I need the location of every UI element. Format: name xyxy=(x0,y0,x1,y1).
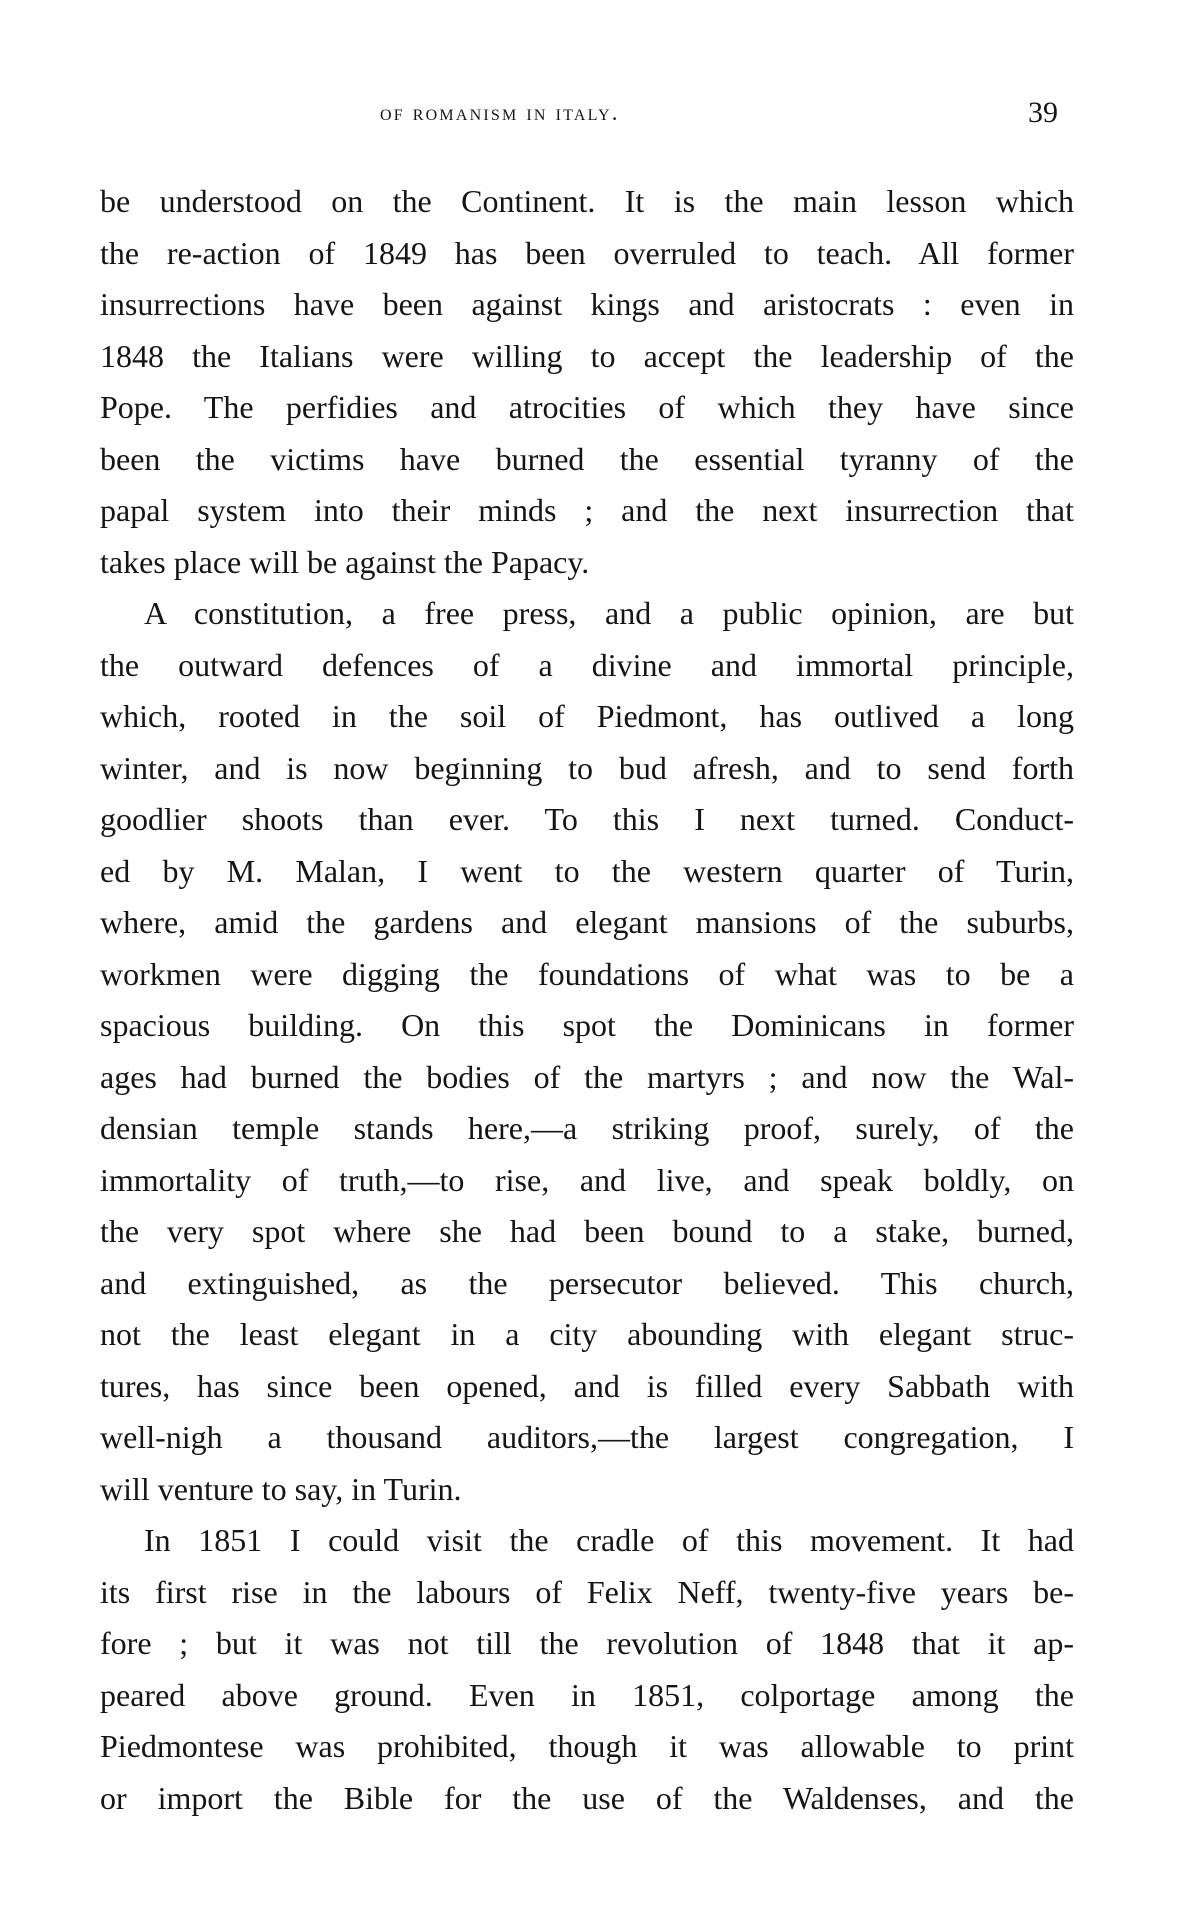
text-line: winter, and is now beginning to bud afresh, and to send forth xyxy=(100,749,1074,786)
text-line: workmen were digging the foundations of what was to be a xyxy=(100,955,1074,992)
text-line: immortality of truth,—to rise, and live, and speak boldly, on xyxy=(100,1161,1074,1198)
text-line: takes place will be against the Papacy. xyxy=(100,543,590,580)
text-line: Pope. The perfidies and atrocities of which they have since xyxy=(100,389,1074,425)
text-line: ed by M. Malan, I went to the western quarter of Turin, xyxy=(100,852,1074,889)
text-line: and extinguished, as the persecutor believed. This church, xyxy=(100,1264,1074,1301)
text-line: which, rooted in the soil of Piedmont, has outlived a long xyxy=(100,698,1074,734)
text-line: peared above ground. Even in 1851, colportage among the xyxy=(100,1676,1074,1713)
text-line: where, amid the gardens and elegant mansions of the suburbs, xyxy=(100,904,1074,940)
text-line: In 1851 I could visit the cradle of this movement. It had xyxy=(144,1522,1074,1558)
text-line: not the least elegant in a city abounding with elegant struc- xyxy=(100,1316,1074,1352)
text-line: been the victims have burned the essential tyranny of the xyxy=(100,440,1074,477)
text-line: its first rise in the labours of Felix Neff, twenty-five years be- xyxy=(100,1573,1074,1610)
text-line: 1848 the Italians were willing to accept the leadership of the xyxy=(100,337,1074,374)
text-line: tures, has since been opened, and is filled every Sabbath with xyxy=(100,1367,1074,1404)
text-line: will venture to say, in Turin. xyxy=(100,1470,462,1507)
text-line: densian temple stands here,—a striking proof, surely, of the xyxy=(100,1110,1074,1146)
text-line: goodlier shoots than ever. To this I next turned. Conduct- xyxy=(100,801,1074,837)
text-line: A constitution, a free press, and a public opinion, are but xyxy=(144,595,1074,631)
text-line: well-nigh a thousand auditors,—the largest congregation, I xyxy=(100,1419,1074,1455)
text-line: papal system into their minds ; and the next insurrection that xyxy=(100,492,1074,528)
text-line: Piedmontese was prohibited, though it was allowable to print xyxy=(100,1728,1074,1764)
text-line: spacious building. On this spot the Dominicans in former xyxy=(100,1007,1074,1043)
text-line: fore ; but it was not till the revolution of 1848 that it ap- xyxy=(100,1625,1074,1661)
text-line: be understood on the Continent. It is the main lesson which xyxy=(100,183,1074,219)
running-title: of romanism in italy. xyxy=(380,100,620,125)
body-text xyxy=(100,176,1074,1824)
text-line: the very spot where she had been bound to a stake, burned, xyxy=(100,1213,1074,1249)
text-line: ages had burned the bodies of the martyrs ; and now the Wal- xyxy=(100,1058,1074,1095)
page-number: 39 xyxy=(1028,96,1058,129)
text-line: the outward defences of a divine and immortal principle, xyxy=(100,646,1074,683)
text-line: insurrections have been against kings and aristocrats : even in xyxy=(100,286,1074,322)
running-head xyxy=(0,96,1177,140)
text-line: or import the Bible for the use of the Waldenses, and the xyxy=(100,1779,1074,1816)
text-line: the re-action of 1849 has been overruled to teach. All former xyxy=(100,234,1074,271)
